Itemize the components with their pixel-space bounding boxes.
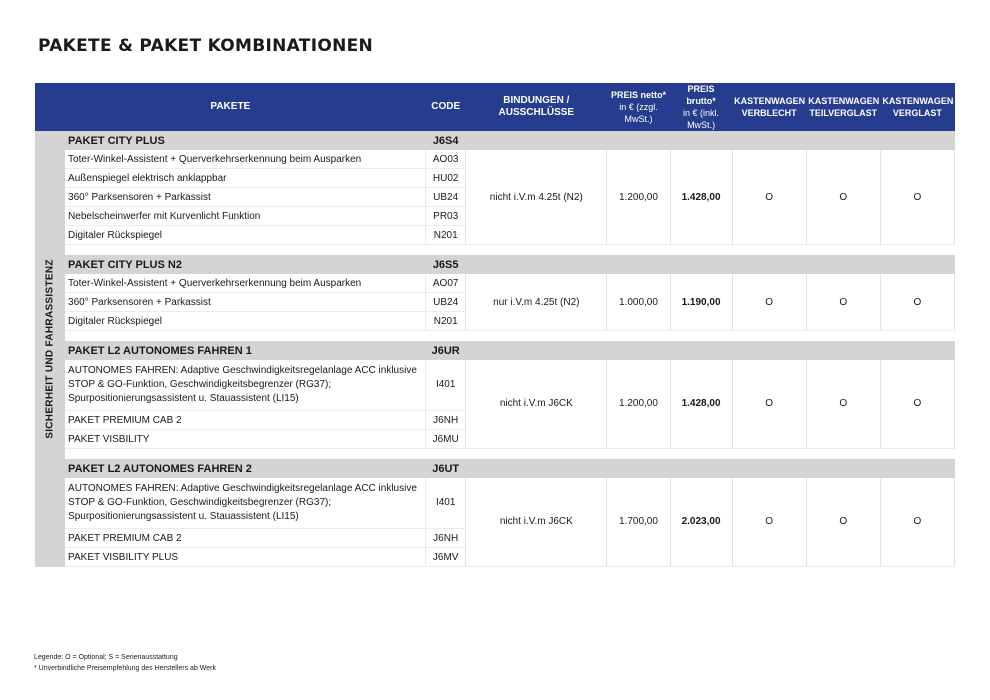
legend [34,652,216,674]
package-name: PAKET CITY PLUS [65,131,426,150]
kw-verglast-cell: O [880,150,954,245]
package-header-fill [466,459,955,478]
bindungen-cell: nicht i.V.m J6CK [466,360,607,449]
kw-verglast-cell: O [880,360,954,449]
item-code: J6MV [426,548,466,567]
item-code: UB24 [426,293,466,312]
spacer-cell [65,245,954,256]
package-spacer-row [35,331,955,342]
preis-netto-label: PREIS netto* [610,90,666,100]
item-name: Digitaler Rückspiegel [65,312,426,331]
preis-brutto-sub: in € (inkl. MwSt.) [683,108,720,130]
side-category-label: SICHERHEIT UND FAHRASSISTENZ [44,258,56,439]
package-header-fill [466,341,955,360]
item-name-line: Spurpositionierungsassistent u. Stauassistent (LI15) [68,393,299,404]
item-name: PAKET VISBILITY [65,430,426,449]
kw-teilverglast-cell: O [806,478,880,567]
item-name-line: STOP & GO-Funktion, Geschwindigkeitsbegrenzer (RG37); [68,379,332,390]
preis-brutto-cell: 2.023,00 [670,478,732,567]
kw-teilverglast-cell: O [806,150,880,245]
kw-teilverglast-cell: O [806,360,880,449]
item-name: 360° Parksensoren + Parkassist [65,293,426,312]
header-preis-brutto [670,83,732,131]
item-code: AO07 [426,274,466,293]
item-name: Toter-Winkel-Assistent + Querverkehrserkennung beim Ausparken [65,150,426,169]
item-name: Toter-Winkel-Assistent + Querverkehrserkennung beim Ausparken [65,274,426,293]
preis-netto-cell: 1.200,00 [607,360,670,449]
item-code: J6MU [426,430,466,449]
package-header-row [35,131,955,150]
package-header-fill [466,255,955,274]
item-name: PAKET PREMIUM CAB 2 [65,411,426,430]
package-code: J6UR [426,341,466,360]
item-name: Nebelscheinwerfer mit Kurvenlicht Funktion [65,207,426,226]
preis-netto-cell: 1.200,00 [607,150,670,245]
item-code: AO03 [426,150,466,169]
preis-brutto-cell: 1.428,00 [670,360,732,449]
item-code: PR03 [426,207,466,226]
kw-verblecht-cell: O [732,150,806,245]
package-header-row [35,255,955,274]
preis-netto-sub: in € (zzgl. MwSt.) [619,102,658,124]
item-code: I401 [426,478,466,529]
preis-netto-cell: 1.700,00 [607,478,670,567]
item-name-line: AUTONOMES FAHREN: Adaptive Geschwindigkeitsregelanlage ACC inklusive [68,365,417,376]
item-name: PAKET VISBILITY PLUS [65,548,426,567]
table-row [35,274,955,293]
table-row [35,478,955,529]
kw-verglast-cell: O [880,274,954,331]
package-header-fill [466,131,955,150]
header-kw-teilverglast: KASTENWAGEN TEILVERGLAST [806,83,880,131]
table-row [35,150,955,169]
package-header-row [35,459,955,478]
item-name: 360° Parksensoren + Parkassist [65,188,426,207]
header-preis-netto [607,83,670,131]
page-title: PAKETE & PAKET KOMBINATIONEN [38,36,374,56]
package-code: J6UT [426,459,466,478]
item-code: J6NH [426,411,466,430]
table-header-row [35,83,955,131]
item-name-line: Spurpositionierungsassistent u. Stauassistent (LI15) [68,511,299,522]
item-code: N201 [426,312,466,331]
spacer-cell [65,449,954,460]
preis-brutto-label: PREIS brutto* [686,84,716,106]
kw-verblecht-cell: O [732,478,806,567]
package-header-row [35,341,955,360]
package-code: J6S4 [426,131,466,150]
package-spacer-row [35,245,955,256]
legend-line-price-note: * Unverbindliche Preisempfehlung des Herstellers ab Werk [34,665,216,672]
preis-brutto-cell: 1.190,00 [670,274,732,331]
kw-verblecht-cell: O [732,274,806,331]
item-name: Digitaler Rückspiegel [65,226,426,245]
package-table-container [35,83,955,567]
kw-teilverglast-cell: O [806,274,880,331]
table-body [35,131,955,567]
item-name [65,360,426,411]
bindungen-cell: nicht i.V.m J6CK [466,478,607,567]
header-kw-verblecht: KASTENWAGEN VERBLECHT [732,83,806,131]
preis-brutto-cell: 1.428,00 [670,150,732,245]
item-code: N201 [426,226,466,245]
bindungen-cell: nicht i.V.m 4.25t (N2) [466,150,607,245]
bindungen-cell: nur i.V.m 4.25t (N2) [466,274,607,331]
item-code: I401 [426,360,466,411]
table-row [35,360,955,411]
legend-line-options: Legende: O = Optional; S = Serienausstattung [34,654,178,661]
spacer-cell [65,331,954,342]
package-spacer-row [35,449,955,460]
item-code: HU02 [426,169,466,188]
package-name: PAKET L2 AUTONOMES FAHREN 1 [65,341,426,360]
package-name: PAKET L2 AUTONOMES FAHREN 2 [65,459,426,478]
item-code: J6NH [426,529,466,548]
kw-verblecht-cell: O [732,360,806,449]
side-category-cell [35,131,65,567]
kw-verglast-cell: O [880,478,954,567]
package-code: J6S5 [426,255,466,274]
preis-netto-cell: 1.000,00 [607,274,670,331]
item-name-line: AUTONOMES FAHREN: Adaptive Geschwindigkeitsregelanlage ACC inklusive [68,483,417,494]
header-code: CODE [426,83,466,131]
item-code: UB24 [426,188,466,207]
item-name: PAKET PREMIUM CAB 2 [65,529,426,548]
package-table [35,83,955,567]
item-name-line: STOP & GO-Funktion, Geschwindigkeitsbegrenzer (RG37); [68,497,332,508]
header-pakete: PAKETE [35,83,426,131]
package-name: PAKET CITY PLUS N2 [65,255,426,274]
item-name: Außenspiegel elektrisch anklappbar [65,169,426,188]
item-name [65,478,426,529]
header-kw-verglast: KASTENWAGEN VERGLAST [880,83,954,131]
header-bindungen: BINDUNGEN / AUSSCHLÜSSE [466,83,607,131]
